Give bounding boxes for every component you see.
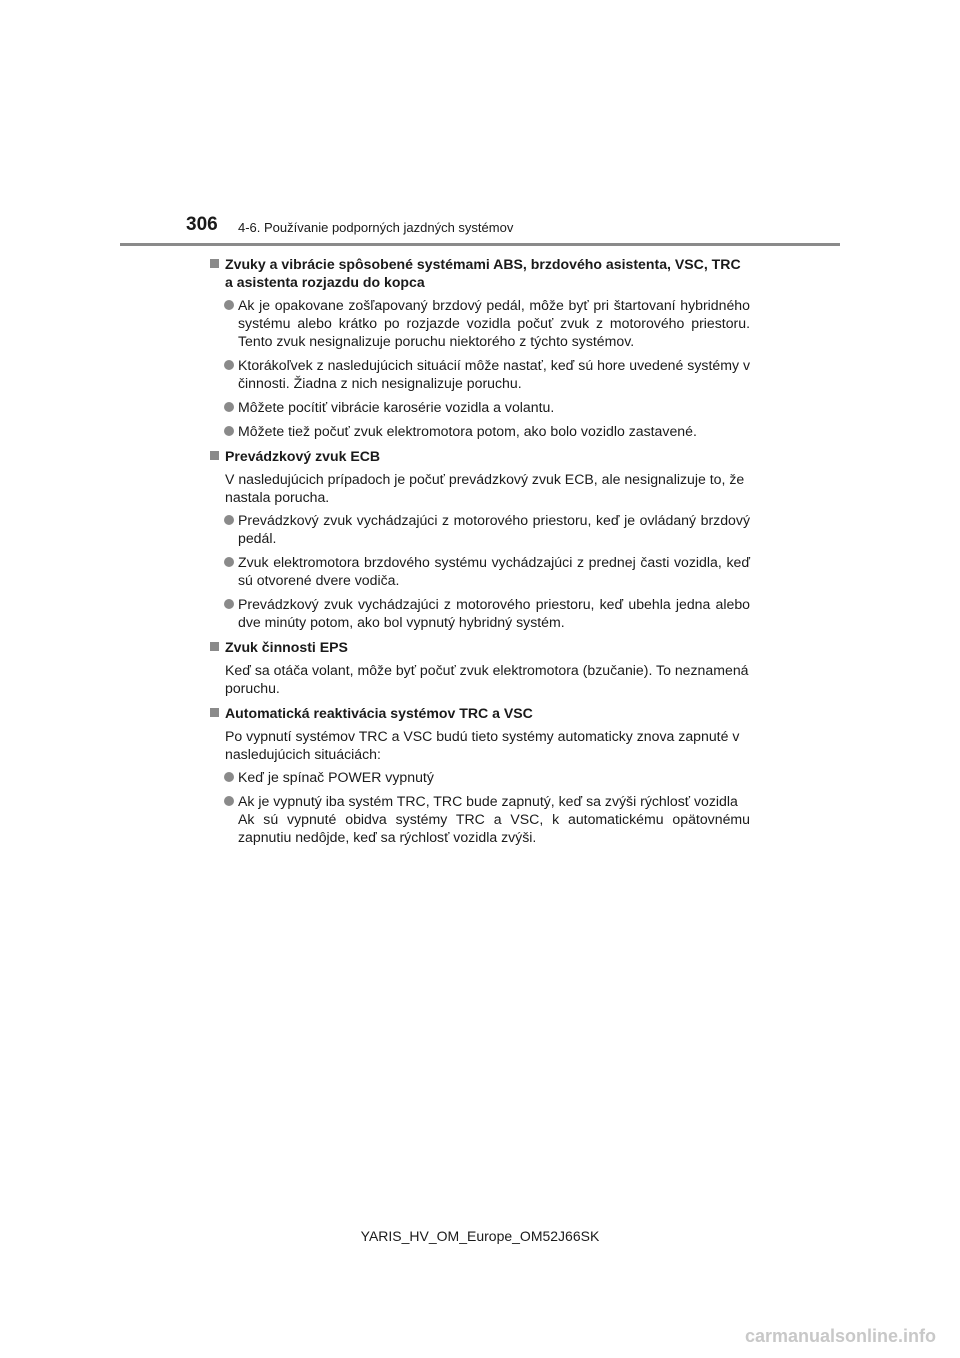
bullet-item bbox=[208, 422, 750, 440]
heading-text: Prevádzkový zvuk ECB bbox=[225, 448, 381, 464]
square-bullet-icon bbox=[210, 708, 219, 717]
section-intro: Po vypnutí systémov TRC a VSC budú tieto systémy automaticky znova zapnuté v nasledujúcich situáciách: bbox=[225, 728, 740, 762]
circle-bullet-icon bbox=[224, 360, 234, 370]
bullet-text: Ak je opakovane zošľapovaný brzdový pedál, môže byť pri štartovaní hybridného systému alebo krátko po rozjazde vozidla počuť zvuk z motorového priestoru. Tento zvuk nesignalizuje poruchu niektorého z týchto systémov. bbox=[238, 297, 750, 349]
section-heading bbox=[208, 704, 750, 722]
watermark: carmanualsonline.info bbox=[744, 1326, 936, 1346]
circle-bullet-icon bbox=[224, 796, 234, 806]
bullet-item bbox=[208, 595, 750, 631]
circle-bullet-icon bbox=[224, 772, 234, 782]
section-intro: Keď sa otáča volant, môže byť počuť zvuk elektromotora (bzučanie). To neznamená poruchu. bbox=[225, 662, 749, 696]
circle-bullet-icon bbox=[224, 599, 234, 609]
section-heading bbox=[208, 638, 750, 656]
bullet-text: Ak je vypnutý iba systém TRC, TRC bude zapnutý, keď sa zvýši rýchlosť vozidla bbox=[238, 793, 738, 809]
bullet-item bbox=[208, 768, 750, 786]
heading-text: Zvuky a vibrácie spôsobené systémami ABS, brzdového asistenta, VSC, TRC a asistenta rozjazdu do kopca bbox=[225, 256, 741, 290]
bullet-item bbox=[208, 792, 750, 846]
section-trc-vsc bbox=[208, 704, 750, 846]
bullet-extra-text: Ak sú vypnuté obidva systémy TRC a VSC, k automatickému opätovnému zapnutiu nedôjde, keď sa rýchlosť vozidla zvýši. bbox=[238, 811, 750, 845]
heading-text: Automatická reaktivácia systémov TRC a VSC bbox=[225, 705, 533, 721]
page-number: 306 bbox=[186, 214, 218, 235]
content bbox=[208, 255, 750, 853]
circle-bullet-icon bbox=[224, 402, 234, 412]
section-abs-vsc bbox=[208, 255, 750, 440]
circle-bullet-icon bbox=[224, 426, 234, 436]
circle-bullet-icon bbox=[224, 557, 234, 567]
bullet-item bbox=[208, 296, 750, 350]
section-heading bbox=[208, 447, 750, 465]
header-rule bbox=[120, 243, 840, 246]
bullet-text: Prevádzkový zvuk vychádzajúci z motorového priestoru, keď je ovládaný brzdový pedál. bbox=[238, 512, 750, 546]
bullet-text: Zvuk elektromotora brzdového systému vychádzajúci z prednej časti vozidla, keď sú otvorené dvere vodiča. bbox=[238, 554, 750, 588]
heading-text: Zvuk činnosti EPS bbox=[225, 639, 348, 655]
bullet-item bbox=[208, 398, 750, 416]
circle-bullet-icon bbox=[224, 300, 234, 310]
bullet-item bbox=[208, 356, 750, 392]
bullet-text: Keď je spínač POWER vypnutý bbox=[238, 769, 434, 785]
bullet-item bbox=[208, 511, 750, 547]
bullet-text: Ktorákoľvek z nasledujúcich situácií môže nastať, keď sú hore uvedené systémy v činnosti. Žiadna z nich nesignalizuje poruchu. bbox=[238, 357, 750, 391]
bullet-text: Môžete tiež počuť zvuk elektromotora potom, ako bolo vozidlo zastavené. bbox=[238, 423, 697, 439]
section-intro: V nasledujúcich prípadoch je počuť prevádzkový zvuk ECB, ale nesignalizuje to, že nastala porucha. bbox=[225, 471, 745, 505]
circle-bullet-icon bbox=[224, 515, 234, 525]
section-heading bbox=[208, 255, 750, 291]
square-bullet-icon bbox=[210, 259, 219, 268]
bullet-text: Môžete pocítiť vibrácie karosérie vozidla a volantu. bbox=[238, 399, 555, 415]
section-eps bbox=[208, 638, 750, 697]
bullet-text: Prevádzkový zvuk vychádzajúci z motorového priestoru, keď ubehla jedna alebo dve minúty potom, ako bol vypnutý hybridný systém. bbox=[238, 596, 750, 630]
square-bullet-icon bbox=[210, 642, 219, 651]
footer-doc-code: YARIS_HV_OM_Europe_OM52J66SK bbox=[360, 1228, 600, 1244]
square-bullet-icon bbox=[210, 451, 219, 460]
section-ecb bbox=[208, 447, 750, 631]
bullet-item bbox=[208, 553, 750, 589]
section-title: 4-6. Používanie podporných jazdných systémov bbox=[238, 220, 514, 235]
